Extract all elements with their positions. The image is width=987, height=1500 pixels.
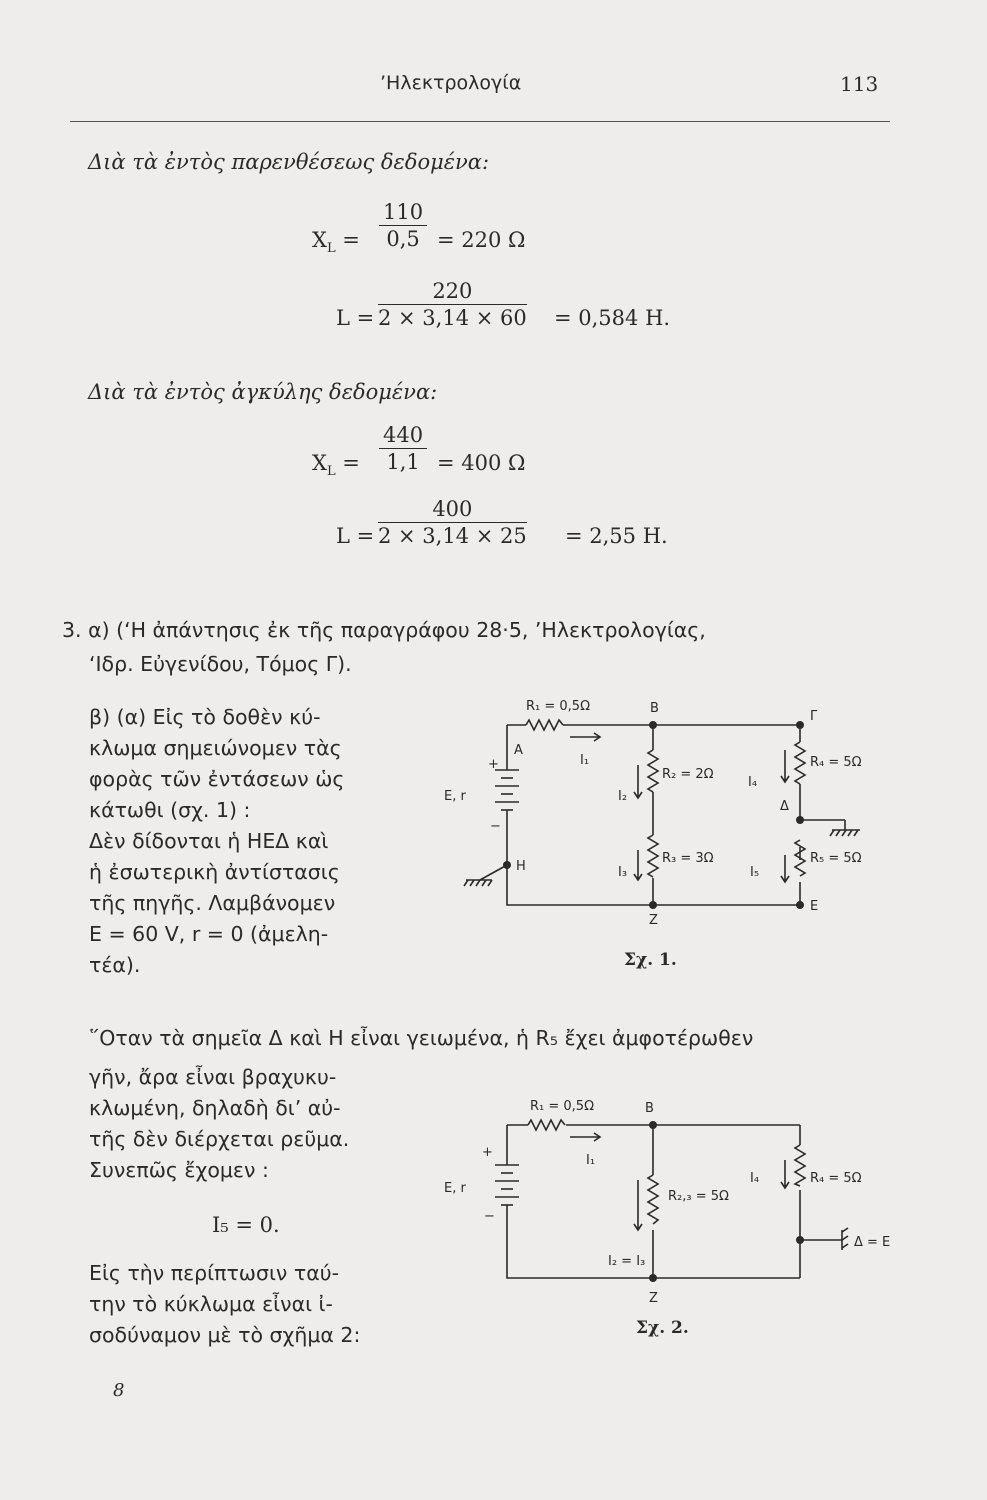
xl-formula-1-fraction: $\frac{110}{0,5}$ bbox=[379, 200, 427, 251]
label-r3: R₃ = 3Ω bbox=[662, 851, 714, 866]
arrow-i2i3 bbox=[634, 1180, 642, 1230]
page-number: 113 bbox=[840, 72, 879, 96]
l-formula-2-lhs: L = bbox=[336, 524, 375, 548]
beta-line: ἡ ἐσωτερικὴ ἀντίστασις bbox=[89, 860, 340, 884]
problem-3-line-2: ‘Ιδρ. Εὐγενίδου, Τόμος Γ). bbox=[89, 652, 352, 676]
beta-line: Δὲν δίδονται ἡ ΗΕΔ καὶ bbox=[89, 829, 329, 853]
label-i5: I₅ bbox=[750, 865, 760, 880]
label-b: B bbox=[650, 701, 659, 716]
resistor-r1 bbox=[528, 1120, 565, 1130]
label-z: Z bbox=[649, 1291, 658, 1306]
arrow-i4 bbox=[781, 1160, 789, 1188]
label-delta: Δ bbox=[780, 799, 789, 814]
problem-3-line-1: 3. α) (‘Η ἀπάντησις ἐκ τῆς παραγράφου 28·5, ’Ηλεκτρολογίας, bbox=[62, 618, 706, 642]
node-h bbox=[503, 861, 511, 869]
label-h: H bbox=[516, 859, 526, 874]
short-circuit-line: τῆς δὲν διέρχεται ρεῦμα. bbox=[89, 1127, 350, 1151]
label-i1: I₁ bbox=[586, 1153, 596, 1168]
label-b: B bbox=[645, 1101, 654, 1116]
label-i1: I₁ bbox=[580, 753, 590, 768]
arrow-i1 bbox=[570, 1133, 600, 1141]
label-r23: R₂,₃ = 5Ω bbox=[668, 1189, 729, 1204]
label-r2: R₂ = 2Ω bbox=[662, 767, 714, 782]
xl-formula-2-lhs: $X_L$ = bbox=[312, 451, 360, 480]
node-z bbox=[649, 901, 657, 909]
l-formula-2-fraction: $\frac{400}{2 \times 3,14 \times 25}$ bbox=[378, 497, 527, 548]
figure-1-caption: Σχ. 1. bbox=[624, 950, 677, 970]
l-formula-1-fraction: $\frac{220}{2 \times 3,14 \times 60}$ bbox=[378, 279, 527, 330]
ground-symbol-delta bbox=[800, 820, 860, 836]
beta-line: E = 60 V, r = 0 (ἀμελη- bbox=[89, 922, 329, 946]
label-minus: − bbox=[484, 1209, 495, 1224]
equivalent-line: Εἰς τὴν περίπτωσιν ταύ- bbox=[89, 1261, 339, 1285]
label-i2: I₂ bbox=[618, 789, 628, 804]
node-e bbox=[796, 901, 804, 909]
beta-paragraph bbox=[89, 702, 434, 981]
l-formula-1-lhs: L = bbox=[336, 306, 375, 330]
battery-symbol bbox=[495, 770, 519, 818]
xl-formula-1-result: = 220 Ω bbox=[437, 228, 526, 252]
node-delta bbox=[796, 816, 804, 824]
beta-line: κλωμα σημειώνομεν τὰς bbox=[89, 736, 342, 760]
heading-brackets-data: Διὰ τὰ ἐντὸς ἀγκύλης δεδομένα: bbox=[88, 380, 438, 404]
arrow-i2 bbox=[634, 765, 642, 798]
ground-symbol-h bbox=[464, 865, 507, 886]
xl-formula-2-result: = 400 Ω bbox=[437, 451, 526, 475]
signature-mark: 8 bbox=[113, 1380, 125, 1401]
arrow-i3 bbox=[634, 850, 642, 880]
label-de: Δ = E bbox=[854, 1235, 891, 1250]
label-i4: I₄ bbox=[748, 775, 758, 790]
equivalent-circuit-paragraph bbox=[89, 1258, 434, 1351]
beta-line: β) (α) Εἰς τὸ δοθὲν κύ- bbox=[89, 705, 321, 729]
resistor-r2 bbox=[648, 750, 658, 792]
label-r5: R₅ = 5Ω bbox=[810, 851, 862, 866]
label-plus: + bbox=[482, 1145, 493, 1160]
resistor-r5 bbox=[795, 840, 805, 876]
running-header-title: ’Ηλεκτρολογία bbox=[380, 72, 522, 94]
label-source: E, r bbox=[444, 789, 466, 804]
grounded-points-line: ῞Οταν τὰ σημεῖα Δ καὶ Η εἶναι γειωμένα, ἡ R₅ ἔχει ἀμφοτέρωθεν bbox=[89, 1026, 754, 1050]
node-b bbox=[649, 1121, 657, 1129]
label-r1: R₁ = 0,5Ω bbox=[530, 1099, 595, 1114]
short-circuit-line: κλωμένη, δηλαδὴ δι’ αὐ- bbox=[89, 1096, 341, 1120]
label-e: E bbox=[810, 899, 819, 914]
short-circuit-paragraph bbox=[89, 1062, 434, 1186]
node-z bbox=[649, 1274, 657, 1282]
resistor-r1 bbox=[526, 720, 563, 730]
label-i3: I₃ bbox=[618, 865, 628, 880]
xl-formula-1-lhs: $X_L$ = bbox=[312, 228, 360, 257]
label-gamma: Γ bbox=[810, 709, 818, 724]
label-r4: R₄ = 5Ω bbox=[810, 1171, 862, 1186]
short-circuit-line: Συνεπῶς ἔχομεν : bbox=[89, 1158, 269, 1182]
node-gamma bbox=[796, 721, 804, 729]
beta-line: τῆς πηγῆς. Λαμβάνομεν bbox=[89, 891, 336, 915]
resistor-r3 bbox=[648, 835, 658, 877]
label-minus: − bbox=[490, 819, 501, 834]
equivalent-line: σοδύναμον μὲ τὸ σχῆμα 2: bbox=[89, 1323, 361, 1347]
label-r4: R₄ = 5Ω bbox=[810, 755, 862, 770]
figure-1-circuit bbox=[440, 690, 890, 925]
arrow-i4 bbox=[781, 750, 789, 782]
label-i4: I₄ bbox=[750, 1171, 760, 1186]
label-r1: R₁ = 0,5Ω bbox=[526, 699, 591, 714]
header-rule bbox=[70, 121, 890, 122]
figure-2-circuit bbox=[440, 1090, 900, 1310]
beta-line: φορὰς τῶν ἐντάσεων ὡς bbox=[89, 767, 345, 791]
arrow-i5 bbox=[781, 855, 789, 882]
beta-line: τέα). bbox=[89, 953, 141, 977]
arrow-i1 bbox=[570, 733, 600, 741]
resistor-r4 bbox=[795, 742, 805, 784]
equivalent-line: την τὸ κύκλωμα εἶναι ἰ- bbox=[89, 1292, 333, 1316]
ground-symbol-de bbox=[800, 1228, 848, 1250]
resistor-r23 bbox=[648, 1175, 658, 1224]
i5-equation: I₅ = 0. bbox=[212, 1213, 280, 1237]
label-source: E, r bbox=[444, 1181, 466, 1196]
l-formula-1-result: = 0,584 H. bbox=[554, 306, 671, 330]
resistor-r4 bbox=[795, 1145, 805, 1186]
label-a: A bbox=[514, 743, 523, 758]
heading-parentheses-data: Διὰ τὰ ἐντὸς παρενθέσεως δεδομένα: bbox=[88, 150, 490, 174]
label-i2i3: I₂ = I₃ bbox=[608, 1254, 646, 1269]
battery-symbol bbox=[495, 1165, 519, 1215]
node-de bbox=[796, 1236, 804, 1244]
l-formula-2-result: = 2,55 H. bbox=[565, 524, 668, 548]
node-b bbox=[649, 721, 657, 729]
beta-line: κάτωθι (σχ. 1) : bbox=[89, 798, 251, 822]
figure-2-caption: Σχ. 2. bbox=[636, 1318, 689, 1338]
short-circuit-line: γῆν, ἄρα εἶναι βραχυκυ- bbox=[89, 1065, 337, 1089]
xl-formula-2-fraction: $\frac{440}{1,1}$ bbox=[379, 423, 427, 474]
label-z: Z bbox=[649, 913, 658, 925]
label-plus: + bbox=[488, 757, 499, 772]
